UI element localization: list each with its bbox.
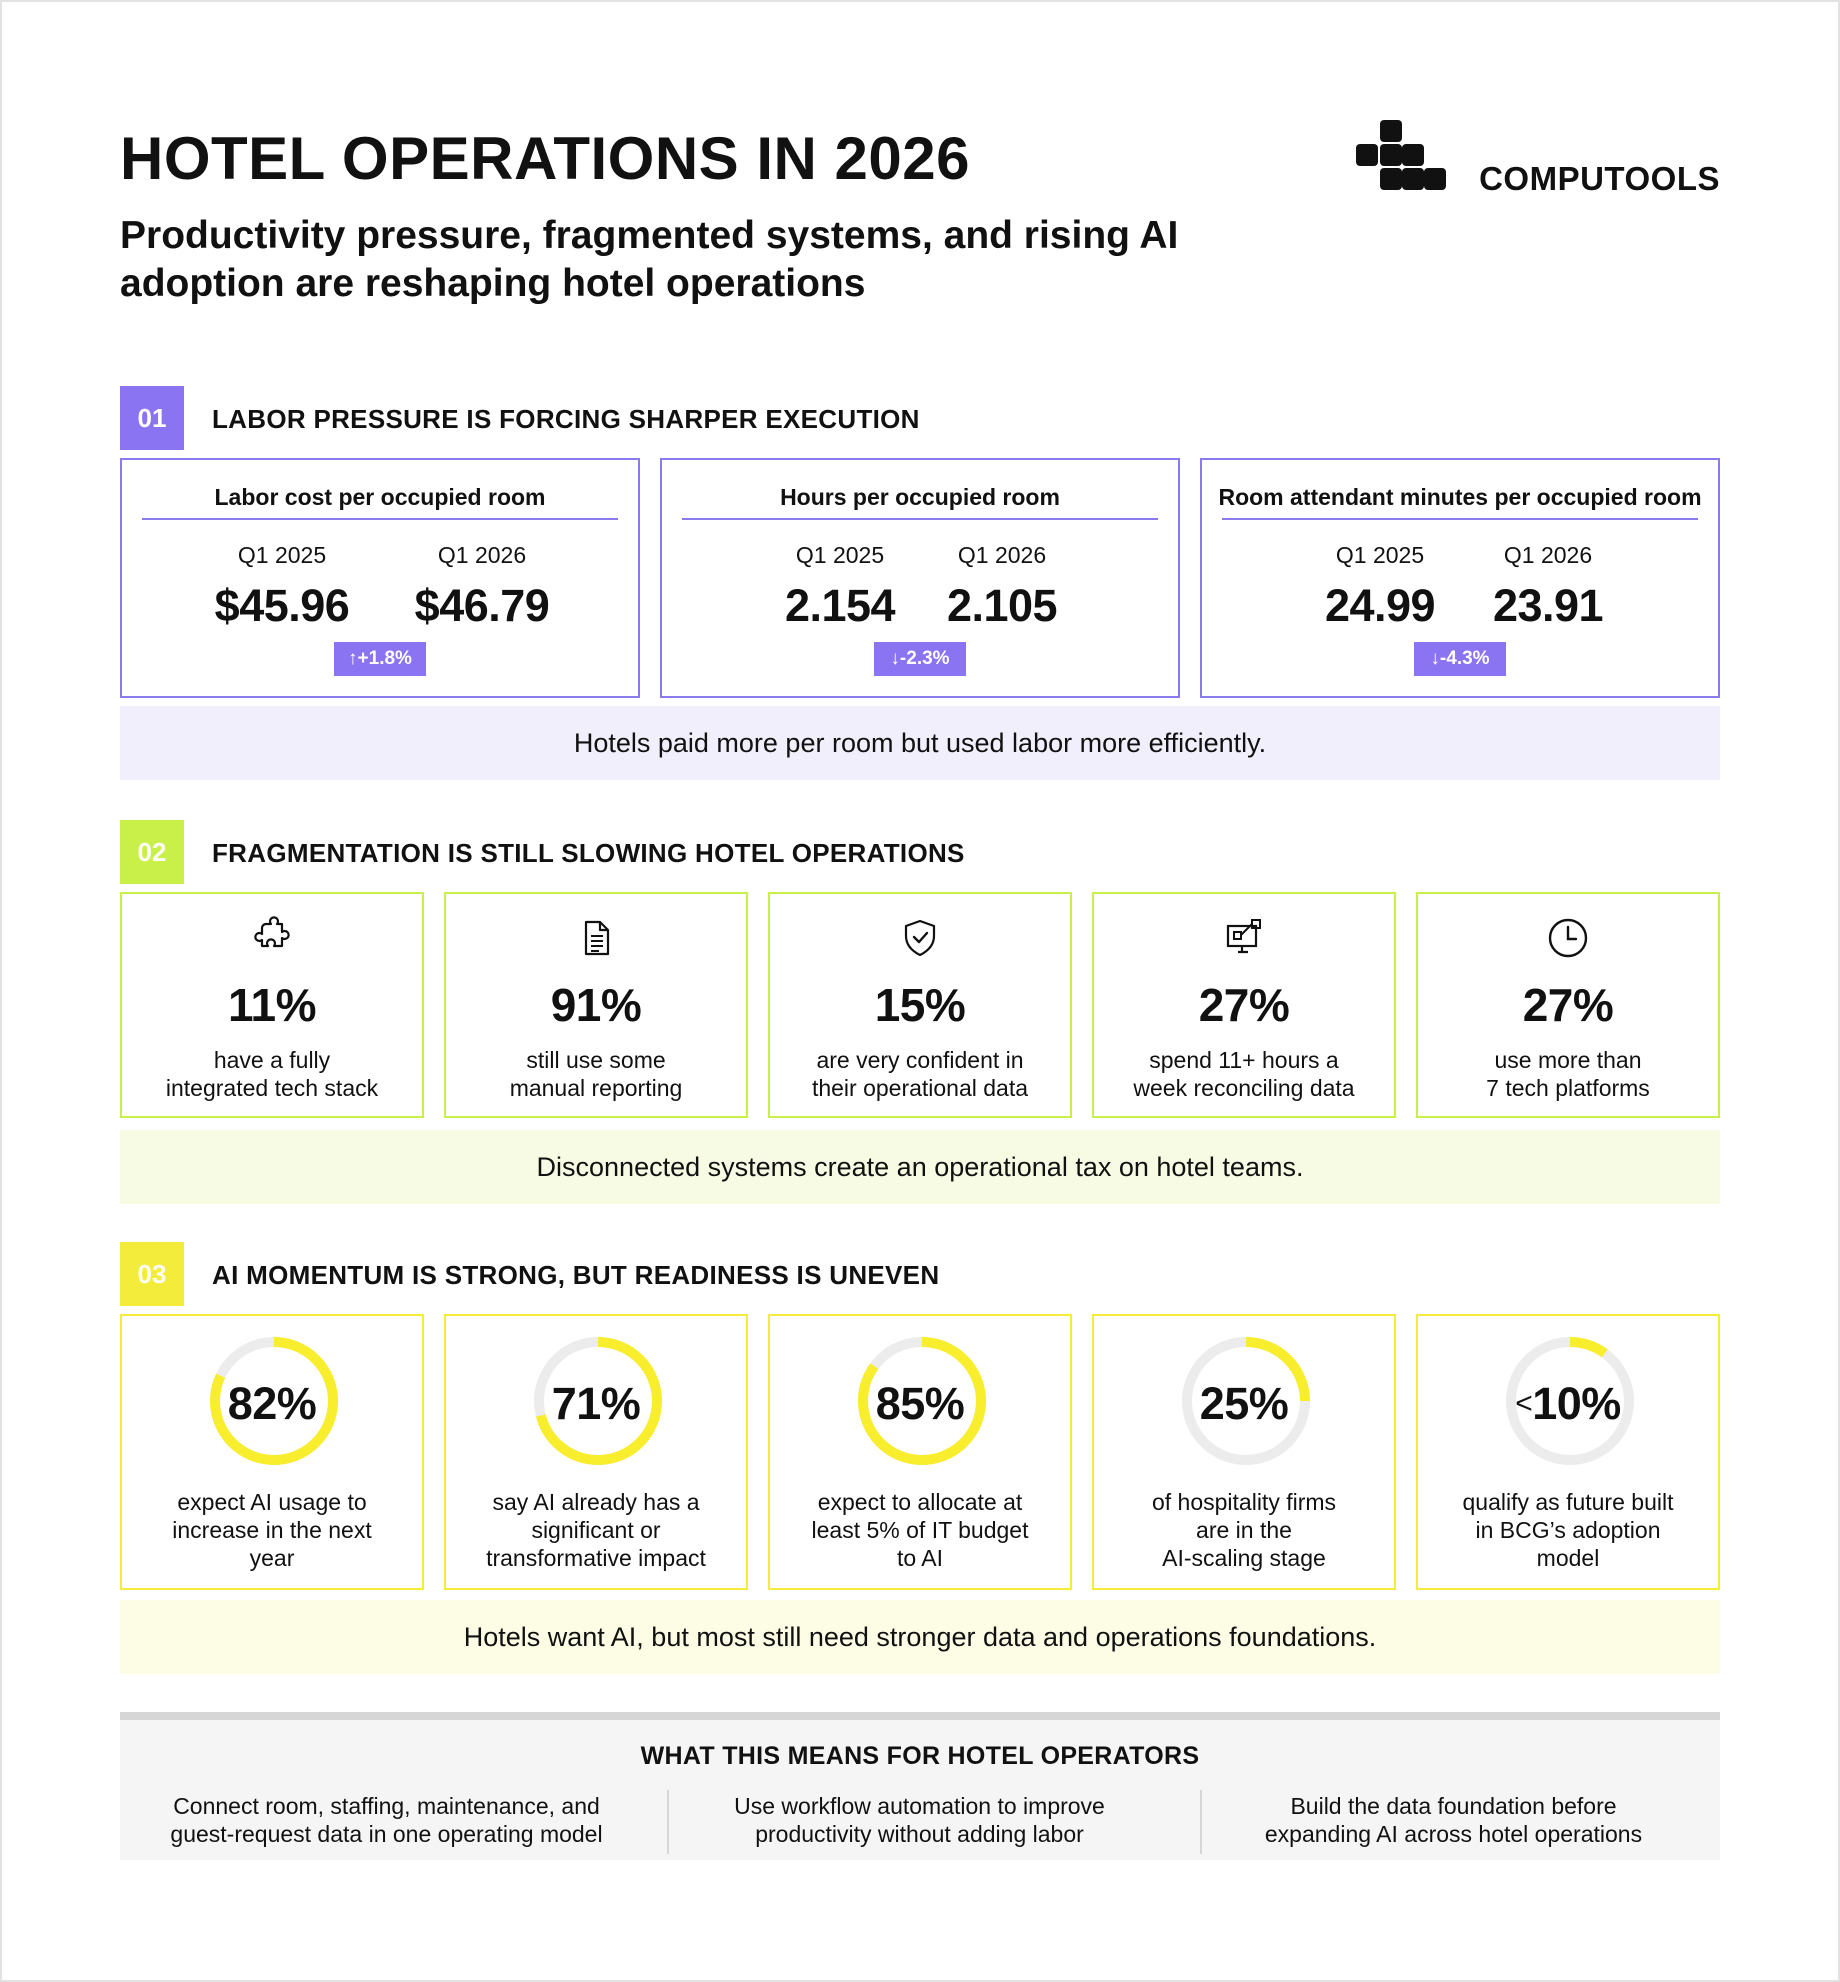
logo-text: COMPUTOOLS (1479, 160, 1720, 197)
description-line: integrated tech stack (165, 1075, 379, 1101)
stat-description (456, 1046, 736, 1102)
description-line: least 5% of IT budget (811, 1517, 1029, 1543)
description-line: transformative impact (486, 1545, 706, 1571)
stat-description (132, 1046, 412, 1102)
stat-card-integrated-stack (120, 892, 424, 1118)
description-line: qualify as future built (1462, 1489, 1674, 1515)
page-subtitle: Productivity pressure, fragmented systems, and rising AI adoption are reshaping hotel operations (120, 214, 1179, 305)
stat-card-confident-data (768, 892, 1072, 1118)
description-line: manual reporting (509, 1075, 683, 1101)
operator-takeaways (120, 1712, 1720, 1860)
section-number: 03 (120, 1242, 184, 1306)
section-number: 02 (120, 820, 184, 884)
q1-2026-column (382, 540, 582, 632)
stat-description (780, 1488, 1060, 1572)
description-line: to AI (896, 1545, 944, 1571)
takeaway-item (1187, 1792, 1720, 1848)
value-number: 71% (551, 1378, 641, 1429)
stat-description (780, 1046, 1060, 1102)
change-badge: ↑+1.8% (334, 642, 426, 676)
metric-card-hours (660, 458, 1180, 698)
stat-card-manual-reporting (444, 892, 748, 1118)
description-line: significant or (531, 1517, 661, 1543)
metric-value: 2.105 (946, 580, 1058, 631)
stat-value (770, 1378, 1070, 1430)
section-title: AI MOMENTUM IS STRONG, BUT READINESS IS UNEVEN (212, 1260, 940, 1290)
ai-stat-card (768, 1314, 1072, 1590)
section-2-header (120, 820, 1720, 884)
stat-value (122, 1378, 422, 1430)
metric-card-attendant-minutes (1200, 458, 1720, 698)
stat-description (1428, 1046, 1708, 1102)
period-label: Q1 2026 (437, 542, 527, 568)
period-label: Q1 2025 (237, 542, 327, 568)
ai-stat-card (120, 1314, 424, 1590)
takeaway-line: expanding AI across hotel operations (1264, 1821, 1643, 1847)
section-1-header (120, 386, 1720, 450)
description-line: expect AI usage to (177, 1489, 367, 1515)
stat-value: 27% (1198, 979, 1290, 1031)
q1-2026-column (902, 540, 1102, 632)
stat-description (1104, 1488, 1384, 1572)
stat-value: 27% (1522, 979, 1614, 1031)
stat-value (1094, 1378, 1394, 1430)
takeaway-item (120, 1792, 653, 1848)
description-line: say AI already has a (492, 1489, 700, 1515)
clock-icon (1546, 916, 1590, 960)
period-label: Q1 2025 (795, 542, 885, 568)
divider (1222, 518, 1698, 520)
stat-description (456, 1488, 736, 1572)
value-number: 10% (1532, 1378, 1621, 1429)
description-line: in BCG’s adoption (1475, 1517, 1661, 1543)
stat-description (1428, 1488, 1708, 1572)
document-icon (574, 916, 618, 960)
card-title: Hours per occupied room (780, 484, 1060, 510)
divider (142, 518, 618, 520)
description-line: still use some (526, 1047, 666, 1073)
section-title: FRAGMENTATION IS STILL SLOWING HOTEL OPERATIONS (212, 838, 965, 868)
description-line: AI-scaling stage (1162, 1545, 1326, 1571)
description-line: model (1536, 1545, 1600, 1571)
q1-2025-column (182, 540, 382, 632)
logo-mark-icon (1356, 120, 1448, 194)
stat-value: 15% (874, 979, 966, 1031)
description-line: week reconciling data (1133, 1075, 1355, 1101)
takeaways-title: WHAT THIS MEANS FOR HOTEL OPERATORS (640, 1742, 1200, 1770)
section-1-note: Hotels paid more per room but used labor more efficiently. (120, 706, 1720, 780)
section-3-header (120, 1242, 1720, 1306)
metric-value: $46.79 (414, 580, 550, 631)
description-line: of hospitality firms (1151, 1489, 1337, 1515)
card-title: Labor cost per occupied room (214, 484, 546, 510)
value-number: 85% (875, 1378, 965, 1429)
takeaway-line: Connect room, staffing, maintenance, and (173, 1793, 600, 1819)
value-number: 82% (227, 1378, 317, 1429)
period-label: Q1 2026 (1503, 542, 1593, 568)
description-line: 7 tech platforms (1486, 1075, 1650, 1101)
metric-value: 23.91 (1492, 580, 1604, 631)
ai-stat-card (444, 1314, 748, 1590)
stat-value (446, 1378, 746, 1430)
takeaway-line: Build the data foundation before (1290, 1793, 1617, 1819)
description-line: use more than (1494, 1047, 1642, 1073)
description-line: have a fully (213, 1047, 331, 1073)
period-label: Q1 2025 (1335, 542, 1425, 568)
section-3-note: Hotels want AI, but most still need stronger data and operations foundations. (120, 1600, 1720, 1674)
description-line: increase in the next (172, 1517, 372, 1543)
stat-card-reconciling-data (1092, 892, 1396, 1118)
stat-description (1104, 1046, 1384, 1102)
puzzle-icon (250, 916, 294, 960)
metric-value: 2.154 (784, 580, 896, 631)
ai-stat-card (1416, 1314, 1720, 1590)
value-prefix: < (1515, 1387, 1533, 1420)
computools-logo (1356, 120, 1720, 198)
stat-value: 91% (550, 979, 642, 1031)
divider (682, 518, 1158, 520)
takeaway-line: guest-request data in one operating model (170, 1821, 603, 1847)
description-line: their operational data (811, 1075, 1029, 1101)
stat-value (1418, 1378, 1718, 1430)
change-badge: ↓-4.3% (1414, 642, 1506, 676)
monitor-sync-icon (1222, 916, 1266, 960)
metric-value: $45.96 (214, 580, 350, 631)
stat-card-tech-platforms (1416, 892, 1720, 1118)
section-number: 01 (120, 386, 184, 450)
description-line: spend 11+ hours a (1149, 1047, 1339, 1073)
period-label: Q1 2026 (957, 542, 1047, 568)
metric-card-labor-cost (120, 458, 640, 698)
takeaway-item (653, 1792, 1186, 1848)
ai-stat-card (1092, 1314, 1396, 1590)
value-number: 25% (1199, 1378, 1289, 1429)
section-title: LABOR PRESSURE IS FORCING SHARPER EXECUTION (212, 404, 920, 434)
stat-description (132, 1488, 412, 1572)
description-line: year (249, 1545, 295, 1571)
description-line: expect to allocate at (817, 1489, 1023, 1515)
description-line: are very confident in (816, 1047, 1024, 1073)
stat-value: 11% (227, 979, 317, 1031)
metric-value: 24.99 (1324, 580, 1436, 631)
change-badge: ↓-2.3% (874, 642, 966, 676)
q1-2026-column (1448, 540, 1648, 632)
takeaway-line: productivity without adding labor (755, 1821, 1084, 1847)
page-title: HOTEL OPERATIONS IN 2026 (120, 125, 970, 192)
card-title: Room attendant minutes per occupied room (1218, 484, 1702, 510)
takeaway-line: Use workflow automation to improve (734, 1793, 1105, 1819)
shield-check-icon (898, 916, 942, 960)
section-2-note: Disconnected systems create an operational tax on hotel teams. (120, 1130, 1720, 1204)
description-line: are in the (1196, 1517, 1292, 1543)
